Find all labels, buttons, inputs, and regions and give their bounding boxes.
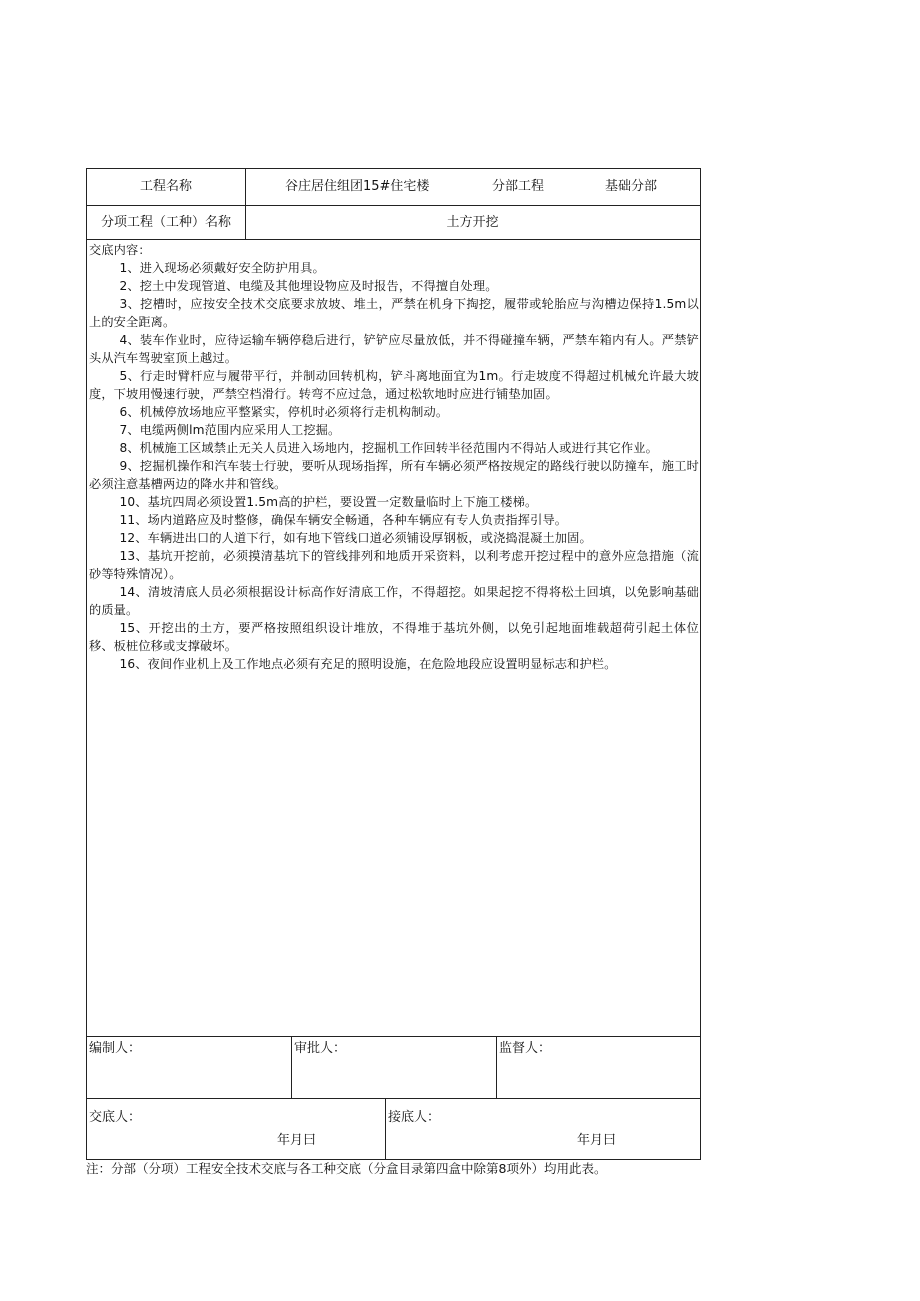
footer-note: 注：分部（分项）工程安全技术交底与各工种交底（分盒目录第四盒中除第8项外）均用此表。 xyxy=(86,1161,607,1176)
list-item: 15、开挖出的土方，要严格按照组织设计堆放，不得堆于基坑外侧，以免引起地面堆载超荷引起土体位移、板桩位移或支撑破坏。 xyxy=(89,621,699,653)
list-item: 14、清坡清底人员必须根据设计标高作好清底工作，不得超挖。如果起挖不得将松土回填，以免影响基础的质量。 xyxy=(89,585,699,617)
list-item: 2、挖土中发现管道、电缆及其他埋设物应及时报告，不得擅自处理。 xyxy=(119,279,498,293)
division-value: 基础分部 xyxy=(605,179,658,194)
list-item: 12、车辆进出口的人道下行，如有地下管线口道必须铺设厚钢板，或浇捣混凝土加固。 xyxy=(119,531,592,545)
disclosure-form xyxy=(86,168,701,1160)
subitem-label: 分项工程（工种）名称 xyxy=(100,215,231,230)
list-item: 3、挖槽时，应按安全技术交底要求放坡、堆土，严禁在机身下掏挖，履带或轮胎应与沟槽边保持1.5m以上的安全距离。 xyxy=(89,297,699,329)
column-divider xyxy=(496,1036,497,1098)
approver-label: 审批人： xyxy=(294,1041,347,1056)
list-item: 11、场内道路应及时整修，确保车辆安全畅通，各种车辆应有专人负责指挥引导。 xyxy=(119,513,568,527)
list-item: 4、装车作业时，应待运输车辆停稳后进行，铲铲应尽量放低，并不得碰撞车辆，严禁车箱内有人。严禁铲头从汽车驾驶室顶上越过。 xyxy=(89,333,699,365)
discloser-label: 交底人： xyxy=(89,1110,142,1125)
list-item: 9、挖掘机操作和汽车装士行驶，要听从现场指挥，所有车辆必须严格按规定的路线行驶以防撞车，施工时必须注意基槽两边的降水井和管线。 xyxy=(89,459,699,491)
column-divider xyxy=(291,1036,292,1098)
receiver-date: 年月曰 xyxy=(577,1133,617,1148)
project-name-label: 工程名称 xyxy=(139,179,192,194)
list-item: 1、进入现场必须戴好安全防护用具。 xyxy=(119,261,325,275)
discloser-date: 年月曰 xyxy=(277,1133,317,1148)
row-divider xyxy=(87,239,700,240)
content-heading: 交底内容： xyxy=(89,243,151,257)
list-item: 10、基坑四周必须设置1.5m高的护栏，要设置一定数量临时上下施工楼梯。 xyxy=(119,495,538,509)
list-item: 16、夜间作业机上及工作地点必须有充足的照明设施，在危险地段应设置明显标志和护栏。 xyxy=(119,657,617,671)
subitem-value: 土方开挖 xyxy=(446,215,499,230)
row-divider xyxy=(87,1036,700,1037)
receiver-label: 接底人： xyxy=(388,1110,441,1125)
division-label: 分部工程 xyxy=(492,179,545,194)
disclosure-content xyxy=(89,241,699,673)
supervisor-label: 监督人： xyxy=(499,1041,552,1056)
project-name-value: 谷庄居住组团15#住宅楼 xyxy=(285,179,430,194)
row-divider xyxy=(87,1098,700,1099)
row-divider xyxy=(87,205,700,206)
list-item: 8、机械施工区域禁止无关人员进入场地内，挖掘机工作回转半径范围内不得站人或进行其它作业。 xyxy=(119,441,658,455)
list-item: 7、电缆两侧lm范围内应采用人工挖掘。 xyxy=(119,423,341,437)
column-divider xyxy=(385,1098,386,1160)
preparer-label: 编制人： xyxy=(89,1041,142,1056)
list-item: 5、行走时臂杆应与履带平行，并制动回转机构，铲斗离地面宜为1m。行走坡度不得超过机械允许最大坡度，下坡用慢速行驶，严禁空档滑行。转弯不应过急，通过松软地时应进行铺垫加固。 xyxy=(89,369,699,401)
list-item: 13、基坑开挖前，必须摸清基坑下的管线排列和地质开采资料，以利考虑开挖过程中的意外应急措施（流砂等特殊情况）。 xyxy=(89,549,699,581)
list-item: 6、机械停放场地应平整紧实，停机时必须将行走机构制动。 xyxy=(119,405,449,419)
